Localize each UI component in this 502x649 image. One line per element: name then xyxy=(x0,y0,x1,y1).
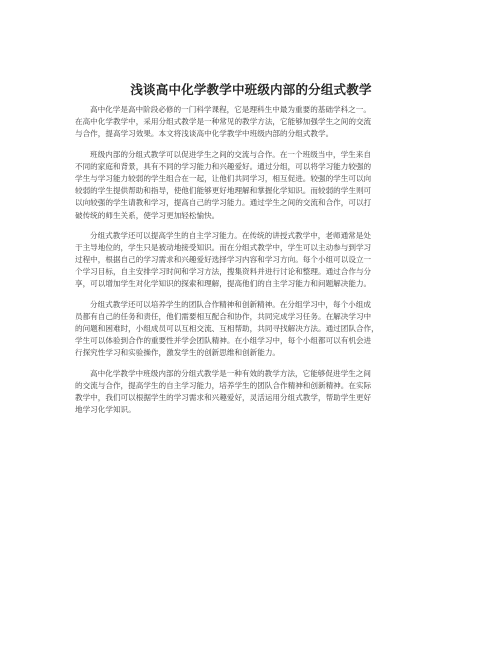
text-line: 学生可以体验到合作的重要性并学会团队精神。在小组学习中，每个小组都可以有机会进 xyxy=(75,336,372,346)
text-line: 以向较强的学生请教和学习，提高自己的学习能力。通过学生之间的交流和合作，可以打 xyxy=(75,198,372,208)
text-line: 较弱的学生提供帮助和指导，使他们能够更好地理解和掌握化学知识。而较弱的学生则可 xyxy=(75,186,372,196)
text-line: 享，可以增加学生对化学知识的探索和理解，提高他们的自主学习能力和问题解决能力。 xyxy=(75,279,372,289)
text-line: 员都有自己的任务和责任，他们需要相互配合和协作，共同完成学习任务。在解决学习中 xyxy=(75,311,372,321)
paragraph-intro xyxy=(75,104,427,141)
text-line: 在高中化学教学中，采用分组式教学是一种常见的教学方法，它能够加强学生之间的交流 xyxy=(75,117,372,127)
text-line: 的交流与合作，提高学生的自主学习能力，培养学生的团队合作精神和创新精神。在实际 xyxy=(75,380,372,390)
text-line: 破传统的师生关系，使学习更加轻松愉快。 xyxy=(75,210,220,220)
text-line: 个学习目标，自主安排学习时间和学习方法，搜集资料并进行讨论和整理。通过合作与分 xyxy=(75,267,372,277)
text-line: 高中化学教学中班级内部的分组式教学是一种有效的教学方法，它能够促进学生之间 xyxy=(90,368,371,378)
text-line: 过程中，根据自己的学习需求和兴趣爱好选择学习内容和学习方向。每个小组可以设立一 xyxy=(75,255,372,265)
paragraph-conclusion xyxy=(75,368,427,417)
text-line: 学生与学习能力较弱的学生组合在一起，让他们共同学习，相互促进。较强的学生可以向 xyxy=(75,173,372,183)
text-line: 教学中，我们可以根据学生的学习需求和兴趣爱好，灵活运用分组式教学，帮助学生更好 xyxy=(75,392,372,402)
document-body xyxy=(75,104,427,424)
paragraph-self-learning xyxy=(75,230,427,291)
text-line: 于主导地位的，学生只是被动地接受知识。而在分组式教学中，学生可以主动参与到学习 xyxy=(75,242,372,252)
text-line: 地学习化学知识。 xyxy=(75,405,136,415)
text-line: 与合作，提高学习效果。本文将浅谈高中化学教学中班级内部的分组式教学。 xyxy=(75,129,334,139)
paragraph-teamwork xyxy=(75,299,427,360)
text-line: 高中化学是高中阶段必修的一门科学课程，它是理科生中最为重要的基础学科之一。 xyxy=(90,105,371,114)
text-line: 分组式教学还可以提高学生的自主学习能力。在传统的讲授式教学中，老师通常是处 xyxy=(90,230,371,240)
text-line: 不同的家庭和背景，具有不同的学习能力和兴趣爱好。通过分组，可以将学习能力较强的 xyxy=(75,161,372,171)
text-line: 的问题和困难时，小组成员可以互相交流、互相帮助，共同寻找解决方法。通过团队合作， xyxy=(75,324,379,333)
document-title: 浅谈高中化学教学中班级内部的分组式教学 xyxy=(130,82,372,97)
text-line: 行探究性学习和实验操作，激发学生的创新思维和创新能力。 xyxy=(75,348,281,358)
paragraph-communication xyxy=(75,149,427,222)
text-line: 班级内部的分组式教学可以促进学生之间的交流与合作。在一个班级当中，学生来自 xyxy=(90,149,371,159)
text-line: 分组式教学还可以培养学生的团队合作精神和创新精神。在分组学习中，每个小组成 xyxy=(90,299,371,309)
